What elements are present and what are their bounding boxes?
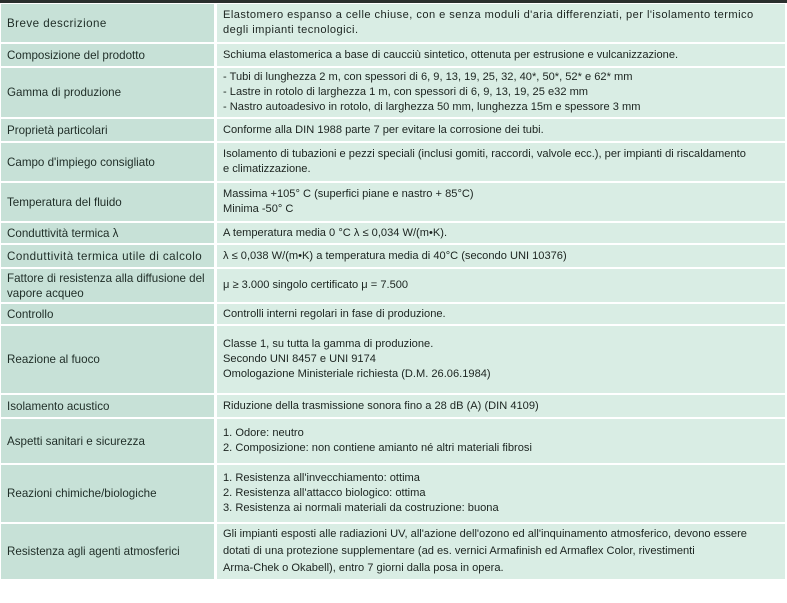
row-label: Breve descrizione xyxy=(1,4,217,44)
row-label: Conduttività termica utile di calcolo xyxy=(1,245,217,269)
row-label: Conduttività termica λ xyxy=(1,223,217,245)
value-line: Minima -50° C xyxy=(223,203,294,215)
table-row xyxy=(1,223,785,245)
table-row xyxy=(1,68,785,119)
row-value xyxy=(217,395,785,419)
row-label: Reazione al fuoco xyxy=(1,326,217,395)
table-row xyxy=(1,183,785,223)
table-row xyxy=(1,245,785,269)
value-line: 3. Resistenza ai normali materiali da costruzione: buona xyxy=(223,502,499,514)
value-line: Elastomero espanso a celle chiuse, con e senza moduli d'aria differenziati, per l'isolamento termico xyxy=(223,9,754,21)
value-line: Classe 1, su tutta la gamma di produzione. xyxy=(223,338,434,350)
table-row xyxy=(1,465,785,524)
value-line: Schiuma elastomerica a base di caucciù sintetico, ottenuta per estrusione e vulcanizzazione. xyxy=(223,48,679,61)
table-row xyxy=(1,304,785,326)
table-row xyxy=(1,524,785,581)
table-row xyxy=(1,44,785,68)
row-value xyxy=(217,119,785,143)
spec-table xyxy=(1,4,785,581)
row-label: Temperatura del fluido xyxy=(1,183,217,223)
value-line: degli impianti tecnologici. xyxy=(223,24,359,36)
value-line: Massima +105° C (superfici piane e nastro + 85°C) xyxy=(223,188,474,200)
row-value xyxy=(217,223,785,245)
value-line: Controlli interni regolari in fase di produzione. xyxy=(223,307,446,320)
row-label: Proprietà particolari xyxy=(1,119,217,143)
row-label: Campo d'impiego consigliato xyxy=(1,143,217,183)
value-line: dotati di una protezione supplementare (ad es. vernici Armafinish ed Armaflex Color, rivestimenti xyxy=(223,545,695,557)
row-value xyxy=(217,68,785,119)
value-line: μ ≥ 3.000 singolo certificato μ = 7.500 xyxy=(223,279,409,291)
row-value xyxy=(217,245,785,269)
table-row xyxy=(1,143,785,183)
row-value xyxy=(217,465,785,524)
row-value xyxy=(217,326,785,395)
value-line: 2. Resistenza all'attacco biologico: ottima xyxy=(223,487,426,499)
row-label: Resistenza agli agenti atmosferici xyxy=(1,524,217,581)
row-label: Reazioni chimiche/biologiche xyxy=(1,465,217,524)
row-label: Fattore di resistenza alla diffusione del vapore acqueo xyxy=(1,269,217,304)
row-value xyxy=(217,4,785,44)
row-value xyxy=(217,183,785,223)
value-line: Isolamento di tubazioni e pezzi speciali (inclusi gomiti, raccordi, valvole ecc.), per impianti di riscaldamento xyxy=(223,148,746,160)
value-line: Secondo UNI 8457 e UNI 9174 xyxy=(223,353,376,365)
value-line: 2. Composizione: non contiene amianto né altri materiali fibrosi xyxy=(223,442,532,454)
row-value xyxy=(217,44,785,68)
table-row xyxy=(1,119,785,143)
table-row xyxy=(1,395,785,419)
row-label: Isolamento acustico xyxy=(1,395,217,419)
value-line: - Lastre in rotolo di larghezza 1 m, con spessori di 6, 9, 13, 19, 25 e32 mm xyxy=(223,86,589,98)
row-value xyxy=(217,269,785,304)
value-line: Conforme alla DIN 1988 parte 7 per evitare la corrosione dei tubi. xyxy=(223,123,544,136)
value-line: A temperatura media 0 °C λ ≤ 0,034 W/(m•K). xyxy=(223,226,448,239)
row-value xyxy=(217,143,785,183)
value-line: 1. Odore: neutro xyxy=(223,427,304,439)
row-value xyxy=(217,304,785,326)
row-label: Aspetti sanitari e sicurezza xyxy=(1,419,217,465)
table-row xyxy=(1,419,785,465)
table-row xyxy=(1,4,785,44)
value-line: - Tubi di lunghezza 2 m, con spessori di 6, 9, 13, 19, 25, 32, 40*, 50*, 52* e 62* mm xyxy=(223,71,633,83)
value-line: Arma-Chek o Okabell), entro 7 giorni dalla posa in opera. xyxy=(223,562,504,574)
row-value xyxy=(217,419,785,465)
value-line: Omologazione Ministeriale richiesta (D.M. 26.06.1984) xyxy=(223,368,491,380)
table-row xyxy=(1,269,785,304)
row-label: Composizione del prodotto xyxy=(1,44,217,68)
row-label: Controllo xyxy=(1,304,217,326)
value-line: Gli impianti esposti alle radiazioni UV, all'azione dell'ozono ed all'inquinamento atmosferico, devono essere xyxy=(223,528,747,540)
row-value xyxy=(217,524,785,581)
value-line: λ ≤ 0,038 W/(m•K) a temperatura media di 40°C (secondo UNI 10376) xyxy=(223,249,567,262)
row-label: Gamma di produzione xyxy=(1,68,217,119)
value-line: Riduzione della trasmissione sonora fino a 28 dB (A) (DIN 4109) xyxy=(223,399,539,412)
value-line: 1. Resistenza all'invecchiamento: ottima xyxy=(223,472,420,484)
table-row xyxy=(1,326,785,395)
value-line: e climatizzazione. xyxy=(223,163,311,175)
value-line: - Nastro autoadesivo in rotolo, di larghezza 50 mm, lunghezza 15m e spessore 3 mm xyxy=(223,101,641,113)
